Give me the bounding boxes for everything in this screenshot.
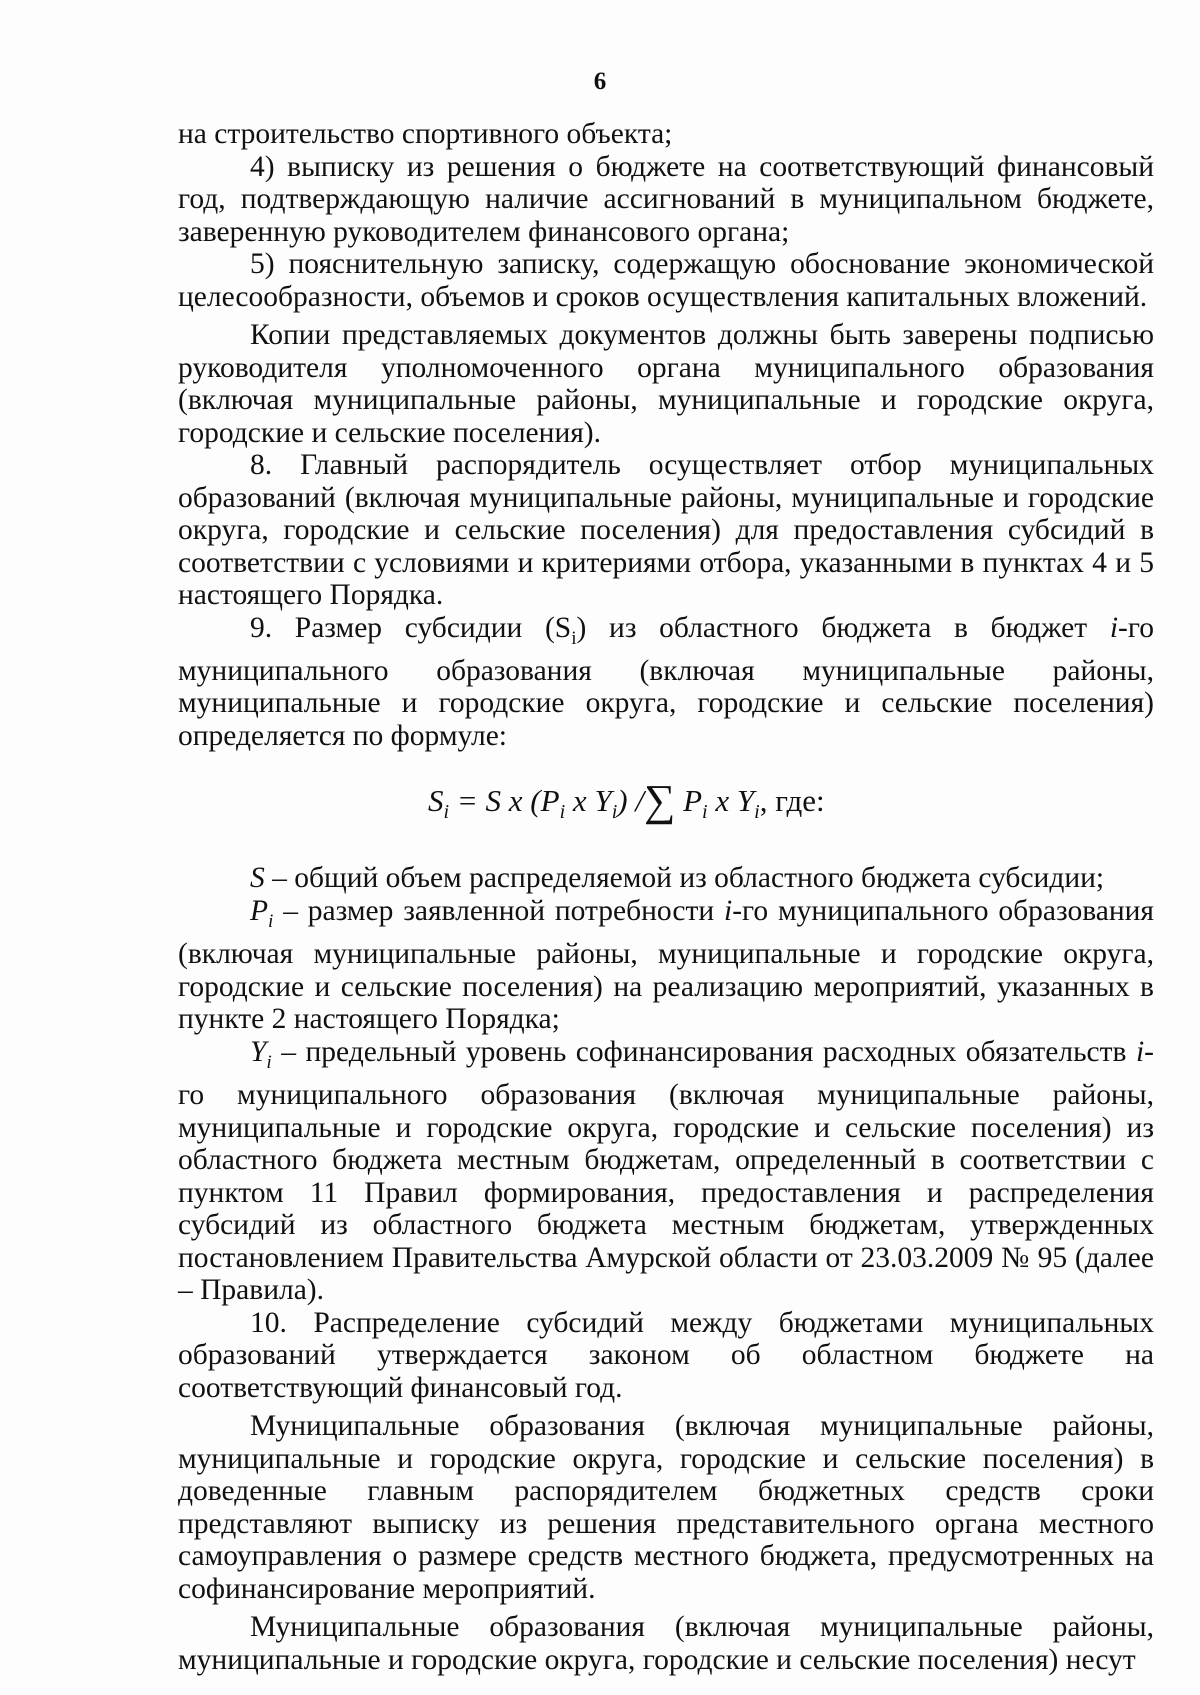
definition-p (178, 895, 1154, 1036)
subscript: i (268, 910, 274, 932)
formula-var: Y (736, 783, 755, 819)
formula-op: ) / (617, 783, 644, 819)
formula-op: = (449, 783, 486, 819)
formula-suffix: , где: (759, 783, 825, 819)
formula-sub: i (443, 801, 450, 824)
paragraph: Муниципальные образования (включая муниципальные районы, муниципальные и городские округа, городские и сельские поселения) в доведенные главным распорядителем бюджетных средств сроки представляют выписку из решения представительного органа местного самоуправления о размере средств местного бюджета, предусмотренных на софинансирование мероприятий. (178, 1410, 1154, 1605)
page-number: 6 (593, 68, 607, 95)
text-run: ) из областного бюджета в бюджет (576, 611, 1110, 644)
formula (428, 776, 1154, 826)
text-run: – размер заявленной потребности (273, 894, 725, 927)
formula-var: Y (594, 783, 612, 819)
paragraph-item-9 (178, 612, 1154, 753)
formula-var: S (485, 783, 502, 819)
formula-op: x ( (501, 783, 541, 819)
variable: i (724, 894, 733, 927)
text-run: 9. Размер субсидии (S (250, 611, 572, 644)
formula-op: x (707, 783, 737, 819)
document-body (178, 118, 1154, 1676)
variable: i (1135, 1035, 1145, 1068)
text-run: – предельный уровень софинансирования расходных обязательств (271, 1035, 1136, 1068)
paragraph: на строительство спортивного объекта; (178, 118, 673, 150)
formula-var: P (540, 783, 560, 819)
definition-s (178, 862, 1154, 895)
paragraph-item-10: 10. Распределение субсидий между бюджетами муниципальных образований утверждается законом об областном бюджете на соответствующий финансовый год. (178, 1306, 1154, 1404)
text-run: -го муниципального образования (включая муниципальные районы, муниципальные и городские округа, городские и сельские поселения) определяется по формуле: (178, 611, 1154, 752)
definition-y (178, 1036, 1154, 1307)
text-run: -го муниципального образования (включая муниципальные районы, муниципальные и городские округа, городские и сельские поселения) из областного бюджета местным бюджетам, определенный в соответствии с пунктом 11 Правил формирования, предоставления и распределения субсидий из областного бюджета местным бюджетам, утвержденных постановлением Правительства Амурской области от 23.03.2009 № 95 (далее – Правила). (178, 1035, 1154, 1307)
variable: Y (250, 1035, 267, 1068)
subscript: i (266, 1051, 272, 1073)
formula-op: x (565, 783, 595, 819)
text-run: – общий объем распределяемой из областного бюджета субсидии; (264, 862, 1105, 895)
paragraph: Копии представляемых документов должны быть заверены подписью руководителя уполномоченного органа муниципального образования (включая муниципальные районы, муниципальные и городские округа, городские и сельские поселения). (178, 319, 1154, 449)
variable: S (250, 862, 265, 895)
subscript: i (571, 627, 577, 649)
variable: P (250, 894, 269, 927)
paragraph: 8. Главный распорядитель осуществляет отбор муниципальных образований (включая муниципальные районы, муниципальные и городские округа, городские и сельские поселения) для предоставления субсидий в соответствии с условиями и критериями отбора, указанными в пунктах 4 и 5 настоящего Порядка. (178, 449, 1154, 611)
formula-sub: i (702, 801, 708, 824)
paragraph: 4) выписку из решения о бюджете на соответствующий финансовый год, подтверждающую наличие ассигнований в муниципальном бюджете, заверенную руководителем финансового органа; (178, 150, 1154, 248)
formula-sub: i (754, 801, 760, 824)
formula-var: P (675, 783, 703, 819)
formula-var: S (428, 783, 444, 819)
paragraph: 5) пояснительную записку, содержащую обоснование экономической целесообразности, объемов и сроков осуществления капитальных вложений. (178, 248, 1154, 313)
paragraph: Муниципальные образования (включая муниципальные районы, муниципальные и городские округа, городские и сельские поселения) несут (178, 1611, 1154, 1676)
sigma-symbol: ∑ (643, 776, 676, 826)
text-run: -го муниципального образования (включая муниципальные районы, муниципальные и городские округа, городские и сельские поселения) на реализацию мероприятий, указанных в пункте 2 настоящего Порядка; (178, 894, 1154, 1036)
variable: i (1109, 611, 1119, 644)
formula-sub: i (611, 801, 618, 824)
formula-sub: i (559, 801, 566, 824)
